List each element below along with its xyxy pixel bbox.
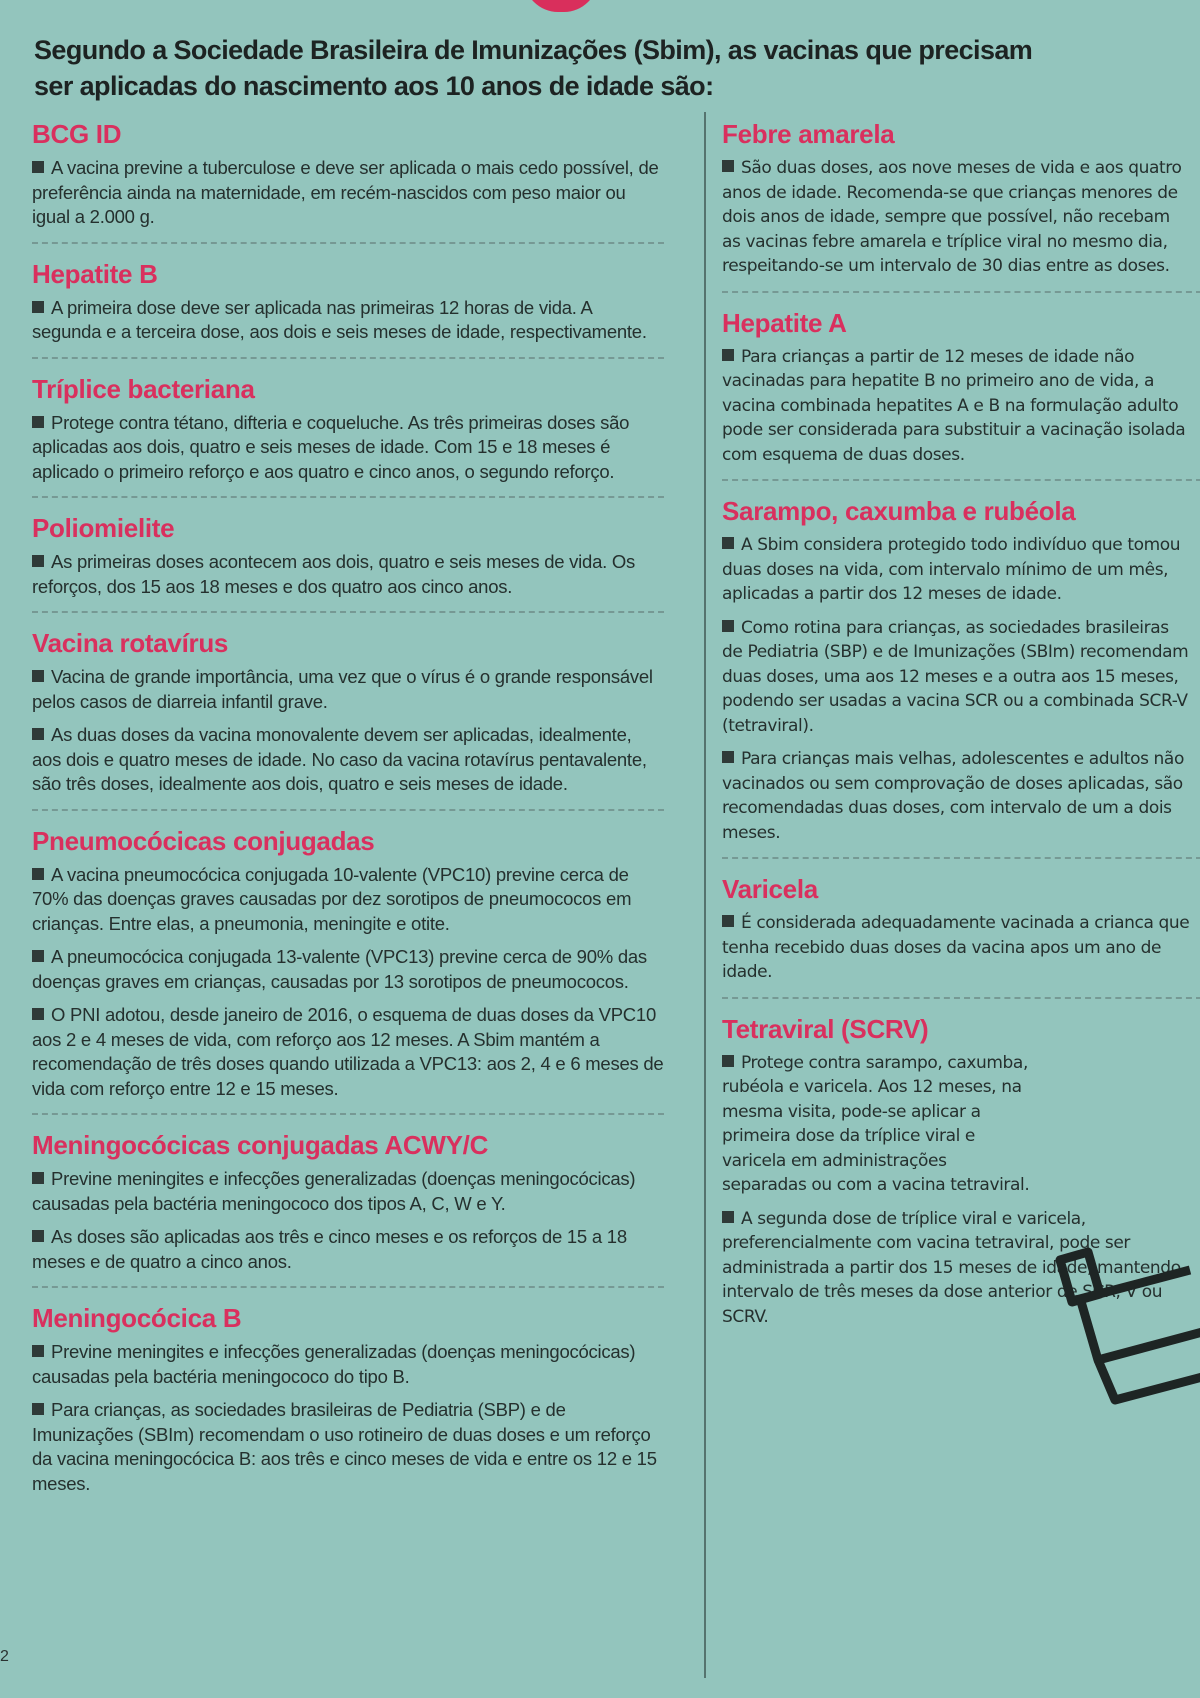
section-separator [722, 291, 1200, 293]
section-title: Varicela [722, 874, 818, 904]
section-hepatite-a [722, 307, 1190, 468]
section-febre-amarela [722, 118, 1190, 279]
section-paragraph: A segunda dose de tríplice viral e varicela, preferencialmente com vacina tetraviral, pode ser administrada a partir dos 15 meses de idade, mantendo intervalo de três meses da dose anterior de SCR, V ou SCRV. [722, 1208, 1181, 1327]
section-meningococica-b [32, 1302, 664, 1496]
section-separator [722, 479, 1200, 481]
section-pneumococicas-conjugadas [32, 825, 664, 1102]
section-meningococicas-acwy [32, 1129, 664, 1274]
section-title: Tríplice bacteriana [32, 373, 255, 404]
bullet-icon [32, 670, 44, 682]
section-sarampo-caxumba-rubeola [722, 495, 1190, 845]
bullet-icon [722, 1055, 734, 1067]
section-paragraph: São duas doses, aos nove meses de vida e aos quatro anos de idade. Recomenda-se que crianças menores de dois anos de idade, sempre que possível, não recebam as vacinas febre amarela e tríplice viral no mesmo dia, respeitando-se um intervalo de 30 dias entre as doses. [722, 158, 1182, 276]
section-separator [722, 857, 1200, 859]
bullet-icon [722, 751, 734, 763]
section-hepatite-b [32, 258, 664, 345]
section-separator [722, 997, 1200, 999]
bullet-icon [32, 1403, 44, 1415]
section-title: Tetraviral (SCRV) [722, 1013, 929, 1044]
title-line-2: ser aplicadas do nascimento aos 10 anos de idade são: [34, 71, 714, 101]
section-paragraph: As doses são aplicadas aos três e cinco meses e os reforços de 15 a 18 meses e de quatro a cinco anos. [32, 1226, 627, 1272]
section-title: Poliomielite [32, 513, 175, 543]
section-title: Pneumocócicas conjugadas [32, 825, 375, 856]
section-separator [32, 242, 664, 244]
syringe-icon [1040, 1230, 1200, 1420]
section-title: BCG ID [32, 119, 122, 149]
section-separator [32, 1286, 664, 1288]
bullet-icon [32, 1230, 44, 1242]
section-paragraph: O PNI adotou, desde janeiro de 2016, o esquema de duas doses da VPC10 aos 2 e 4 meses de vida, com reforço aos 12 meses. A Sbim mantém a recomendação de três doses quando utilizada a VPC13: aos 2, 4 e 6 meses de vida com reforço entre 12 e 15 meses. [32, 1004, 664, 1099]
section-title: Vacina rotavírus [32, 628, 229, 658]
section-paragraph: Previne meningites e infecções generalizadas (doenças meningocócicas) causadas pela bactéria meningococo dos tipos A, C, W e Y. [32, 1168, 636, 1214]
bullet-icon [32, 868, 44, 880]
section-paragraph: Vacina de grande importância, uma vez que o vírus é o grande responsável pelos casos de diarreia infantil grave. [32, 666, 653, 712]
left-column [32, 118, 664, 1505]
bullet-icon [722, 915, 734, 927]
section-paragraph: A pneumocócica conjugada 13-valente (VPC13) previne cerca de 90% das doenças graves em crianças, causadas por 13 sorotipos de pneumococos. [32, 946, 647, 992]
section-vacina-rotavirus [32, 627, 664, 797]
bullet-icon [32, 416, 44, 428]
bullet-icon [32, 555, 44, 567]
section-title: Meningocócica B [32, 1303, 242, 1333]
section-title: Hepatite B [32, 258, 158, 289]
bullet-icon [722, 1211, 734, 1223]
right-column [722, 118, 1190, 1338]
section-paragraph: A vacina pneumocócica conjugada 10-valente (VPC10) previne cerca de 70% das doenças graves causadas por dez sorotipos de pneumococos em crianças. Entre elas, a pneumonia, meningite e otite. [32, 863, 632, 934]
section-paragraph: A Sbim considera protegido todo indivíduo que tomou duas doses na vida, com intervalo mínimo de um mês, aplicadas a partir dos 12 meses de idade. [722, 535, 1181, 604]
section-poliomielite [32, 512, 664, 599]
section-paragraph: As duas doses da vacina monovalente devem ser aplicadas, idealmente, aos dois e quatro meses de idade. No caso da vacina rotavírus pentavalente, são três doses, idealmente aos dois, quatro e seis meses de idade. [32, 724, 647, 794]
section-paragraph: As primeiras doses acontecem aos dois, quatro e seis meses de vida. Os reforços, dos 15 aos 18 meses e dos quatro aos cinco anos. [32, 551, 636, 597]
title-line-1: Segundo a Sociedade Brasileira de Imunizações (Sbim), as vacinas que precisam [34, 35, 1033, 65]
section-paragraph: Protege contra tétano, difteria e coqueluche. As três primeiras doses são aplicadas aos dois, quatro e seis meses de idade. Com 15 e 18 meses é aplicado o primeiro reforço e aos quatro e cinco anos, o segundo reforço. [32, 411, 630, 482]
bullet-icon [32, 728, 44, 740]
section-bcg-id [32, 118, 664, 230]
section-title: Meningocócicas conjugadas ACWY/C [32, 1130, 489, 1160]
bullet-icon [32, 161, 44, 173]
bullet-icon [32, 301, 44, 313]
section-paragraph: Para crianças a partir de 12 meses de idade não vacinadas para hepatite B no primeiro ano de vida, a vacina combinada hepatites A e B na formulação adulto pode ser considerada para substituir a vacinação isolada com esquema de duas doses. [722, 346, 1186, 465]
page-number: 2 [0, 1648, 9, 1665]
section-paragraph: Previne meningites e infecções generalizadas (doenças meningocócicas) causadas pela bactéria meningococo do tipo B. [32, 1341, 636, 1387]
section-separator [32, 1113, 664, 1115]
section-paragraph: A primeira dose deve ser aplicada nas primeiras 12 horas de vida. A segunda e a terceira dose, aos dois e seis meses de idade, respectivamente. [32, 296, 647, 342]
bullet-icon [32, 1172, 44, 1184]
section-paragraph: Como rotina para crianças, as sociedades brasileiras de Pediatria (SBP) e de Imunizações (SBIm) recomendam duas doses, uma aos 12 meses e a outra aos 15 meses, podendo ser usadas a vacina SCR ou a combinada SCR-V (tetraviral). [722, 617, 1189, 736]
bullet-icon [722, 349, 734, 361]
section-separator [32, 496, 664, 498]
section-varicela [722, 873, 1190, 985]
bullet-icon [722, 620, 734, 632]
section-title: Hepatite A [722, 307, 847, 338]
section-separator [32, 611, 664, 613]
section-paragraph: A vacina previne a tuberculose e deve ser aplicada o mais cedo possível, de preferência ainda na maternidade, em recém-nascidos com peso maior ou igual a 2.000 g. [32, 157, 659, 227]
column-divider [704, 112, 706, 1678]
bullet-icon [32, 950, 44, 962]
section-title: Sarampo, caxumba e rubéola [722, 496, 1076, 526]
section-title: Febre amarela [722, 119, 895, 149]
section-paragraph: É considerada adequadamente vacinada a crianca que tenha recebido duas doses da vacina apos um ano de idade. [722, 913, 1190, 982]
top-decoration [524, 0, 598, 12]
section-separator [32, 809, 664, 811]
section-paragraph: Protege contra sarampo, caxumba, rubéola e varicela. Aos 12 meses, na mesma visita, pode-se aplicar a primeira dose da tríplice viral e varicela em administrações separadas ou com a vacina tetraviral. [722, 1052, 1030, 1195]
bullet-icon [722, 537, 734, 549]
bullet-icon [32, 1008, 44, 1020]
bullet-icon [32, 1345, 44, 1357]
section-triplice-bacteriana [32, 373, 664, 485]
bullet-icon [722, 160, 734, 172]
section-separator [32, 357, 664, 359]
section-paragraph: Para crianças, as sociedades brasileiras de Pediatria (SBP) e de Imunizações (SBIm) recomendam o uso rotineiro de duas doses e um reforço da vacina meningocócica B: aos três e cinco meses de vida e entre os 12 e 15 meses. [32, 1399, 657, 1494]
section-paragraph: Para crianças mais velhas, adolescentes e adultos não vacinados ou sem comprovação de doses aplicadas, são recomendadas duas doses, com intervalo de um a dois meses. [722, 749, 1184, 843]
page-title [34, 32, 1174, 104]
